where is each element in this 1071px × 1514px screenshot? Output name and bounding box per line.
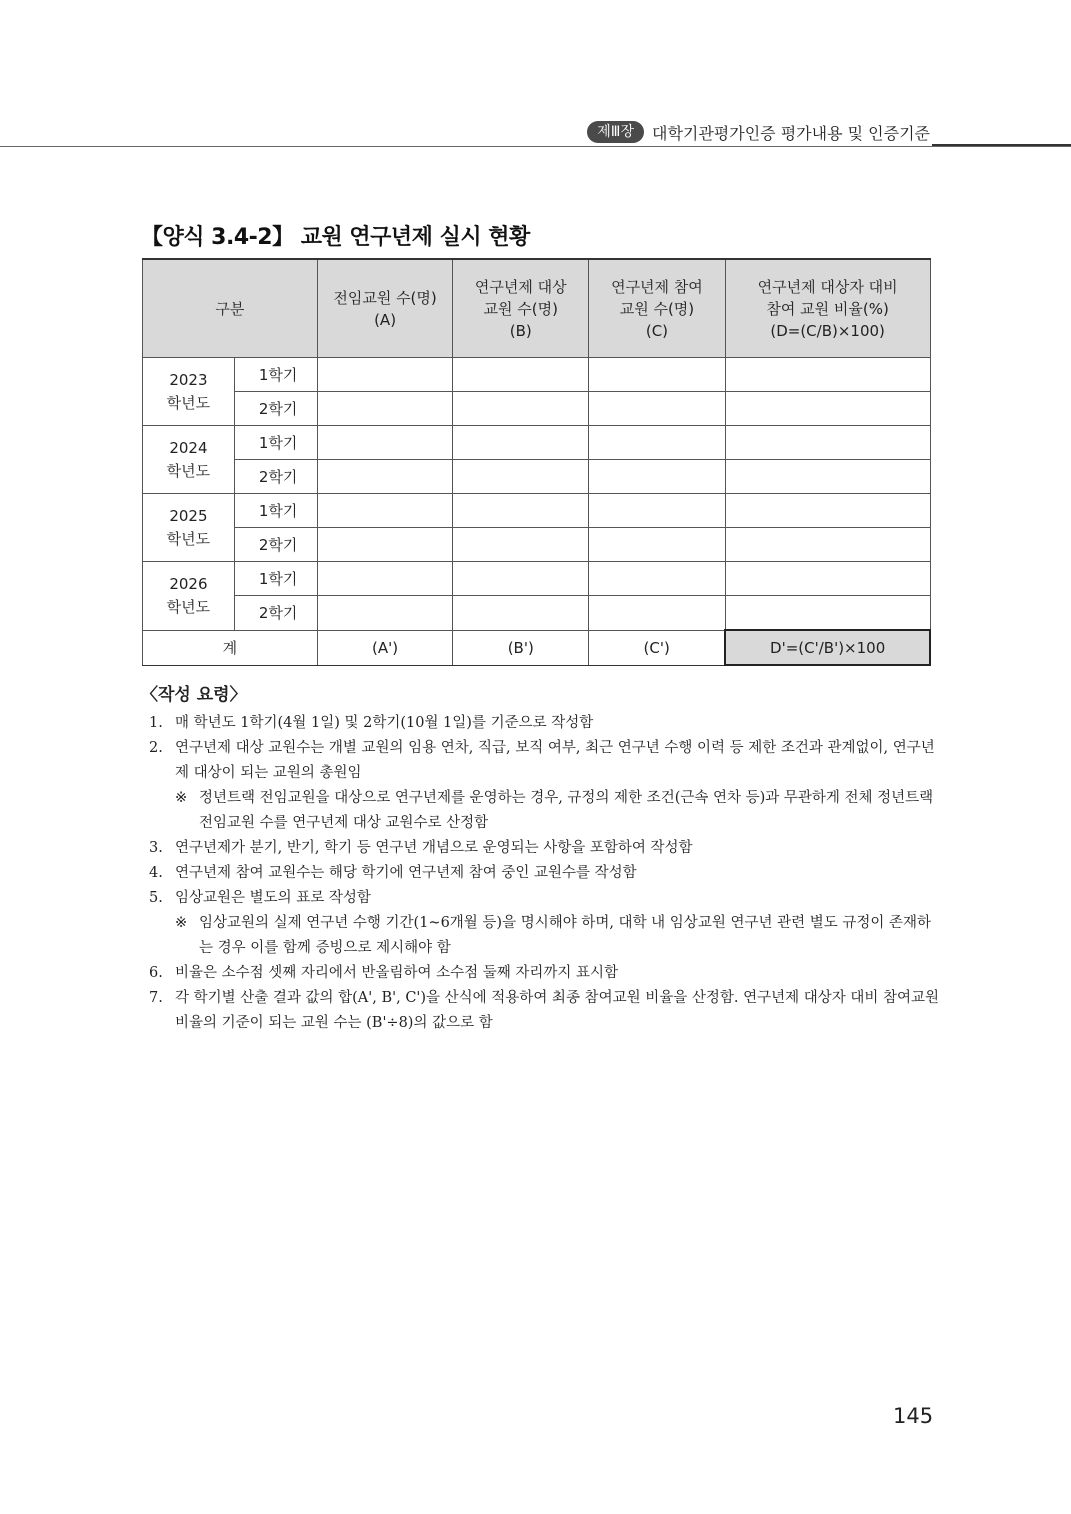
- chapter-badge: 제Ⅲ장: [587, 121, 644, 143]
- input-cell-b[interactable]: [453, 494, 589, 528]
- input-cell-a[interactable]: [317, 392, 453, 426]
- guideline-text: 비율은 소수점 셋째 자리에서 반올림하여 소수점 둘째 자리까지 표시함: [175, 965, 619, 981]
- input-cell-a[interactable]: [317, 596, 453, 631]
- semester-cell: 2학기: [234, 528, 317, 562]
- writing-guidelines: [141, 680, 941, 1036]
- input-cell-c[interactable]: [589, 392, 726, 426]
- input-cell-c[interactable]: [589, 494, 726, 528]
- guideline-text: 각 학기별 산출 결과 값의 합(A', B', C')을 산식에 적용하여 최종 참여교원 비율을 산정함. 연구년제 대상자 대비 참여교원 비율의 기준이 되는 교원 수는 (B'÷8)의 값으로 함: [175, 990, 939, 1031]
- table-row: [143, 426, 931, 460]
- input-cell-c[interactable]: [589, 460, 726, 494]
- guideline-number: 2.: [149, 740, 163, 756]
- year-cell: [143, 426, 235, 494]
- header-category: 구분: [143, 259, 318, 358]
- year-suffix: 학년도: [166, 393, 211, 412]
- guideline-item: [141, 961, 941, 986]
- header-col-a: [317, 259, 453, 358]
- table-header-row: [143, 259, 931, 358]
- header-col-b-line1: 연구년제 대상: [474, 277, 567, 296]
- guideline-text: 연구년제 대상 교원수는 개별 교원의 임용 연차, 직급, 보직 여부, 최근 연구년 수행 이력 등 제한 조건과 관계없이, 연구년제 대상이 되는 교원의 총원임: [175, 740, 935, 781]
- header-col-a-line1: 전임교원 수(명): [333, 288, 437, 307]
- input-cell-d[interactable]: [725, 494, 930, 528]
- guideline-item: [141, 861, 941, 886]
- year-cell: [143, 562, 235, 631]
- header-col-b: [453, 259, 589, 358]
- guideline-text: 연구년제 참여 교원수는 해당 학기에 연구년제 참여 중인 교원수를 작성함: [175, 865, 637, 881]
- table-row: [143, 392, 931, 426]
- semester-cell: 1학기: [234, 426, 317, 460]
- year-suffix: 학년도: [166, 597, 211, 616]
- table-row: [143, 358, 931, 392]
- year-label: 2023: [169, 370, 208, 389]
- table-row: [143, 562, 931, 596]
- guideline-item: [141, 711, 941, 736]
- input-cell-d[interactable]: [725, 528, 930, 562]
- input-cell-b[interactable]: [453, 562, 589, 596]
- semester-cell: 2학기: [234, 460, 317, 494]
- total-a: (A'): [317, 630, 453, 665]
- year-cell: [143, 494, 235, 562]
- header-rule: [0, 146, 1071, 147]
- guideline-number: 7.: [149, 990, 163, 1006]
- table-row: [143, 494, 931, 528]
- input-cell-d[interactable]: [725, 460, 930, 494]
- reference-mark: ※: [175, 915, 188, 931]
- input-cell-c[interactable]: [589, 596, 726, 631]
- total-label: 계: [143, 630, 318, 665]
- semester-cell: 1학기: [234, 358, 317, 392]
- year-label: 2024: [169, 438, 208, 457]
- input-cell-d[interactable]: [725, 392, 930, 426]
- header-col-b-line3: (B): [509, 321, 532, 340]
- header-col-c: [589, 259, 726, 358]
- input-cell-a[interactable]: [317, 494, 453, 528]
- total-d-formula: D'=(C'/B')×100: [725, 630, 930, 665]
- input-cell-b[interactable]: [453, 426, 589, 460]
- input-cell-a[interactable]: [317, 460, 453, 494]
- header-col-d: [725, 259, 930, 358]
- input-cell-a[interactable]: [317, 426, 453, 460]
- year-label: 2025: [169, 506, 208, 525]
- input-cell-d[interactable]: [725, 596, 930, 631]
- input-cell-d[interactable]: [725, 426, 930, 460]
- guideline-number: 4.: [149, 865, 163, 881]
- header-col-d-line3: (D=(C/B)×100): [770, 321, 885, 340]
- header-col-c-line2: 교원 수(명): [619, 299, 695, 318]
- page-number: 145: [893, 1404, 934, 1428]
- input-cell-a[interactable]: [317, 528, 453, 562]
- input-cell-a[interactable]: [317, 562, 453, 596]
- header-col-a-line2: (A): [374, 310, 397, 329]
- input-cell-b[interactable]: [453, 392, 589, 426]
- guideline-item: [141, 736, 941, 786]
- total-row: [143, 630, 931, 665]
- guideline-number: 1.: [149, 715, 163, 731]
- semester-cell: 1학기: [234, 494, 317, 528]
- form-title: 【양식 3.4-2】 교원 연구년제 실시 현황: [141, 225, 530, 250]
- total-b: (B'): [453, 630, 589, 665]
- header-col-d-line2: 참여 교원 비율(%): [766, 299, 889, 318]
- input-cell-c[interactable]: [589, 562, 726, 596]
- input-cell-c[interactable]: [589, 528, 726, 562]
- guideline-subnote: [141, 911, 941, 961]
- guideline-item: [141, 886, 941, 911]
- input-cell-d[interactable]: [725, 562, 930, 596]
- guidelines-heading: 〈작성 요령〉: [141, 685, 247, 705]
- header-col-c-line1: 연구년제 참여: [611, 277, 703, 296]
- header-col-d-line1: 연구년제 대상자 대비: [757, 277, 898, 296]
- semester-cell: 1학기: [234, 562, 317, 596]
- header-title: 대학기관평가인증 평가내용 및 인증기준: [651, 123, 930, 143]
- total-c: (C'): [589, 630, 726, 665]
- input-cell-a[interactable]: [317, 358, 453, 392]
- header-rule-accent: [932, 144, 1071, 146]
- year-cell: [143, 358, 235, 426]
- year-suffix: 학년도: [166, 461, 211, 480]
- guideline-text: 임상교원은 별도의 표로 작성함: [175, 890, 371, 906]
- faculty-sabbatical-table: [142, 258, 931, 666]
- reference-mark: ※: [175, 790, 188, 806]
- guideline-number: 5.: [149, 890, 163, 906]
- guideline-text: 정년트랙 전임교원을 대상으로 연구년제를 운영하는 경우, 규정의 제한 조건(근속 연차 등)과 무관하게 전체 정년트랙 전임교원 수를 연구년제 대상 교원수로 산정함: [199, 790, 934, 831]
- year-suffix: 학년도: [166, 529, 211, 548]
- guideline-text: 매 학년도 1학기(4월 1일) 및 2학기(10월 1일)를 기준으로 작성함: [175, 715, 594, 731]
- semester-cell: 2학기: [234, 596, 317, 631]
- header-col-b-line2: 교원 수(명): [483, 299, 558, 318]
- header-col-c-line3: (C): [645, 321, 669, 340]
- guideline-text: 임상교원의 실제 연구년 수행 기간(1~6개월 등)을 명시해야 하며, 대학 내 임상교원 연구년 관련 별도 규정이 존재하는 경우 이를 함께 증빙으로 제시해야 함: [199, 915, 931, 956]
- guideline-number: 6.: [149, 965, 163, 981]
- input-cell-b[interactable]: [453, 358, 589, 392]
- input-cell-c[interactable]: [589, 426, 726, 460]
- table-row: [143, 460, 931, 494]
- semester-cell: 2학기: [234, 392, 317, 426]
- input-cell-c[interactable]: [589, 358, 726, 392]
- guideline-subnote: [141, 786, 941, 836]
- guideline-text: 연구년제가 분기, 반기, 학기 등 연구년 개념으로 운영되는 사항을 포함하여 작성함: [175, 840, 693, 856]
- page-header: [587, 120, 930, 144]
- input-cell-b[interactable]: [453, 460, 589, 494]
- guideline-item: [141, 836, 941, 861]
- guideline-number: 3.: [149, 840, 163, 856]
- guideline-item: [141, 986, 941, 1036]
- input-cell-d[interactable]: [725, 358, 930, 392]
- year-label: 2026: [169, 574, 208, 593]
- input-cell-b[interactable]: [453, 596, 589, 631]
- input-cell-b[interactable]: [453, 528, 589, 562]
- table-row: [143, 596, 931, 631]
- table-row: [143, 528, 931, 562]
